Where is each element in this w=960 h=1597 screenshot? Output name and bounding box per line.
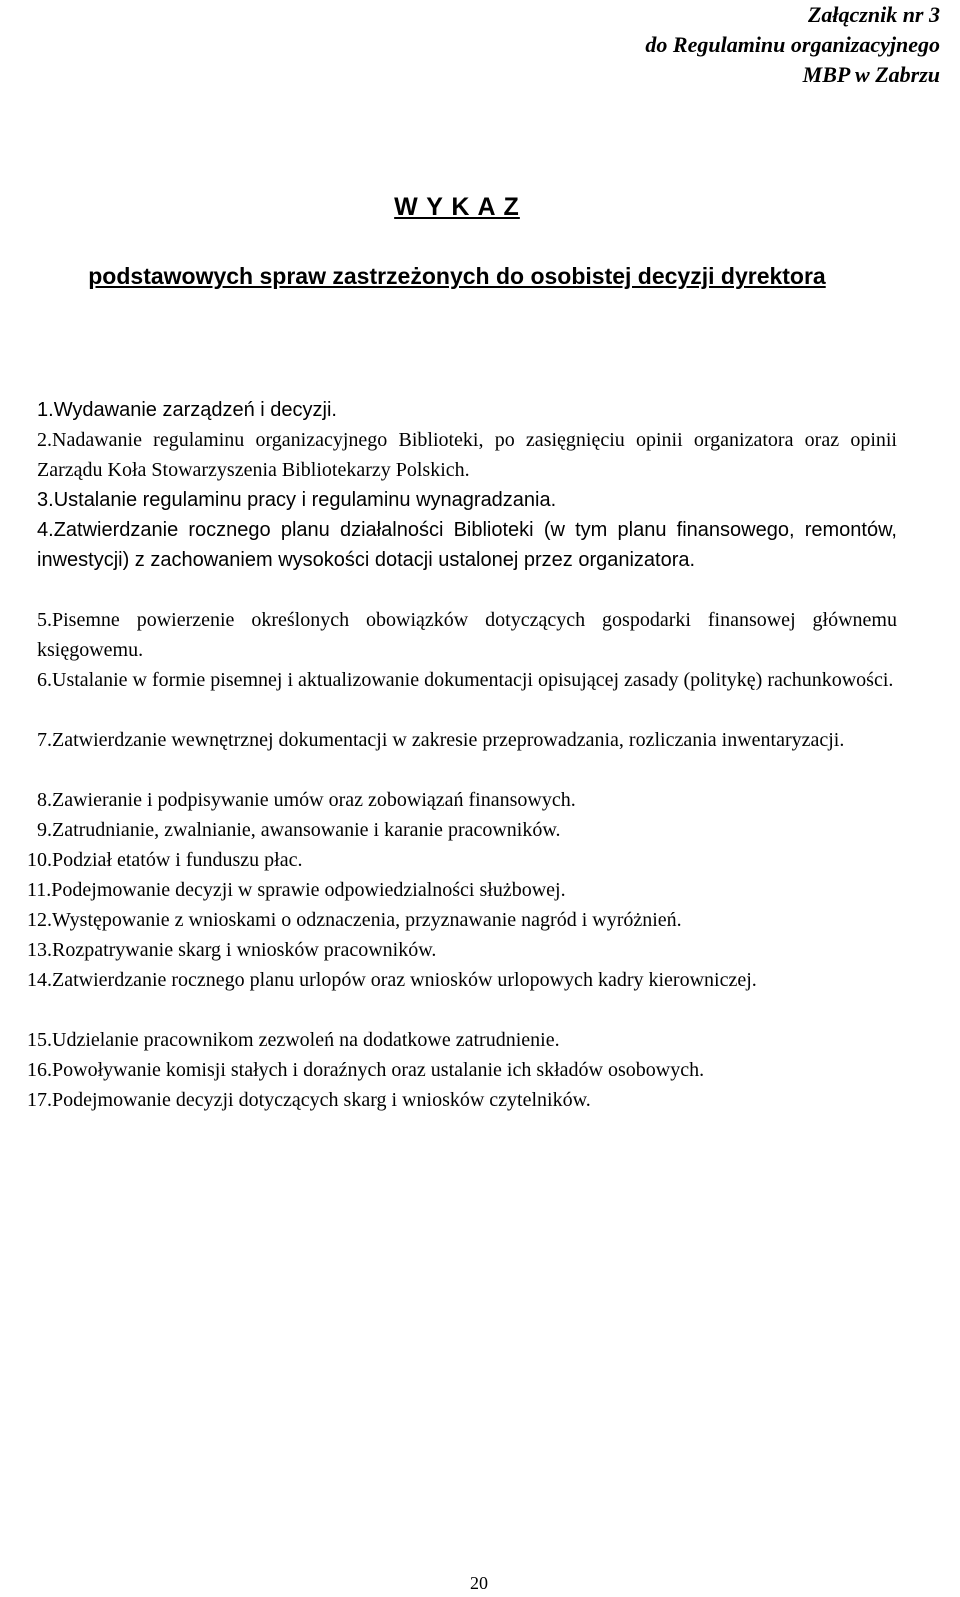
list-item-8	[37, 786, 897, 816]
list-item-text: Podejmowanie decyzji dotyczących skarg i wniosków czytelników.	[52, 1089, 591, 1111]
list-item-3	[37, 486, 897, 516]
list-item-text: Zatwierdzanie wewnętrznej dokumentacji w zakresie przeprowadzania, rozliczania inwentaryzacji.	[52, 729, 845, 751]
list-item-number: 15.	[27, 1029, 52, 1051]
list-item-4	[37, 516, 897, 576]
list-item-text: Pisemne powierzenie określonych obowiązków dotyczących gospodarki finansowej głównemu księgowemu.	[37, 609, 897, 661]
annex-line-2: do Regulaminu organizacyjnego	[645, 32, 940, 57]
list-item-number: 4.	[37, 519, 54, 541]
annex-line-1: Załącznik nr 3	[807, 2, 940, 27]
list-item-6	[37, 666, 897, 696]
list-item-15	[27, 1026, 897, 1056]
list-item-number: 16.	[27, 1059, 52, 1081]
list-item-7	[37, 726, 897, 756]
list-item-9	[37, 816, 897, 846]
list-item-text: Występowanie z wnioskami o odznaczenia, przyznawanie nagród i wyróżnień.	[52, 909, 682, 931]
list-item-number: 10.	[27, 849, 52, 871]
list-item-text: Zawieranie i podpisywanie umów oraz zobowiązań finansowych.	[52, 789, 576, 811]
list-item-text: Podział etatów i funduszu płac.	[52, 849, 303, 871]
list-item-text: Ustalanie regulaminu pracy i regulaminu wynagradzania.	[53, 489, 557, 511]
list-item-text: Podejmowanie decyzji w sprawie odpowiedzialności służbowej.	[51, 879, 566, 901]
document-subtitle: podstawowych spraw zastrzeżonych do osobistej decyzji dyrektora	[88, 263, 826, 289]
list-item-text: Powoływanie komisji stałych i doraźnych oraz ustalanie ich składów osobowych.	[52, 1059, 705, 1081]
list-item-number: 6.	[37, 669, 52, 691]
list-item-2	[37, 426, 897, 486]
list-item-text: Zatrudnianie, zwalnianie, awansowanie i karanie pracowników.	[52, 819, 561, 841]
list-item-16	[27, 1056, 897, 1086]
list-item-11	[27, 876, 897, 906]
list-item-text: Nadawanie regulaminu organizacyjnego Biblioteki, po zasięgnięciu opinii organizatora oraz opinii Zarządu Koła Stowarzyszenia Bibliotekarzy Polskich.	[37, 429, 897, 481]
list-item-text: Wydawanie zarządzeń i decyzji.	[53, 399, 337, 421]
list-item-17	[27, 1086, 897, 1116]
list-item-text: Zatwierdzanie rocznego planu urlopów oraz wniosków urlopowych kadry kierowniczej.	[52, 969, 757, 991]
list-item-number: 14.	[27, 969, 52, 991]
list-item-12	[27, 906, 897, 936]
list-item-text: Rozpatrywanie skarg i wniosków pracowników.	[52, 939, 437, 961]
list-item-number: 9.	[37, 819, 52, 841]
list-item-10	[27, 846, 897, 876]
list-item-number: 17.	[27, 1089, 52, 1111]
list-item-text: Udzielanie pracownikom zezwoleń na dodatkowe zatrudnienie.	[52, 1029, 560, 1051]
list-item-5	[37, 606, 897, 666]
list-item-13	[27, 936, 897, 966]
list-item-number: 3.	[37, 489, 54, 511]
list-item-text: Zatwierdzanie rocznego planu działalności Biblioteki (w tym planu finansowego, remontów, inwestycji) z zachowaniem wysokości dotacji ustalonej przez organizatora.	[37, 519, 897, 571]
document-title: W Y K A Z	[394, 193, 520, 221]
page-number: 20	[470, 1573, 488, 1593]
list-item-number: 7.	[37, 729, 52, 751]
list-item-number: 1.	[37, 399, 54, 421]
list-item-text: Ustalanie w formie pisemnej i aktualizowanie dokumentacji opisującej zasady (politykę) rachunkowości.	[52, 669, 894, 691]
list-item-14	[4, 966, 897, 996]
list-item-number: 2.	[37, 429, 52, 451]
list-item-number: 8.	[37, 789, 52, 811]
list-item-number: 11.	[27, 879, 52, 901]
list-item-number: 13.	[27, 939, 52, 961]
annex-line-3: MBP w Zabrzu	[802, 62, 940, 87]
list-item-number: 5.	[37, 609, 52, 631]
list-item-1	[37, 396, 897, 426]
list-item-number: 12.	[27, 909, 52, 931]
